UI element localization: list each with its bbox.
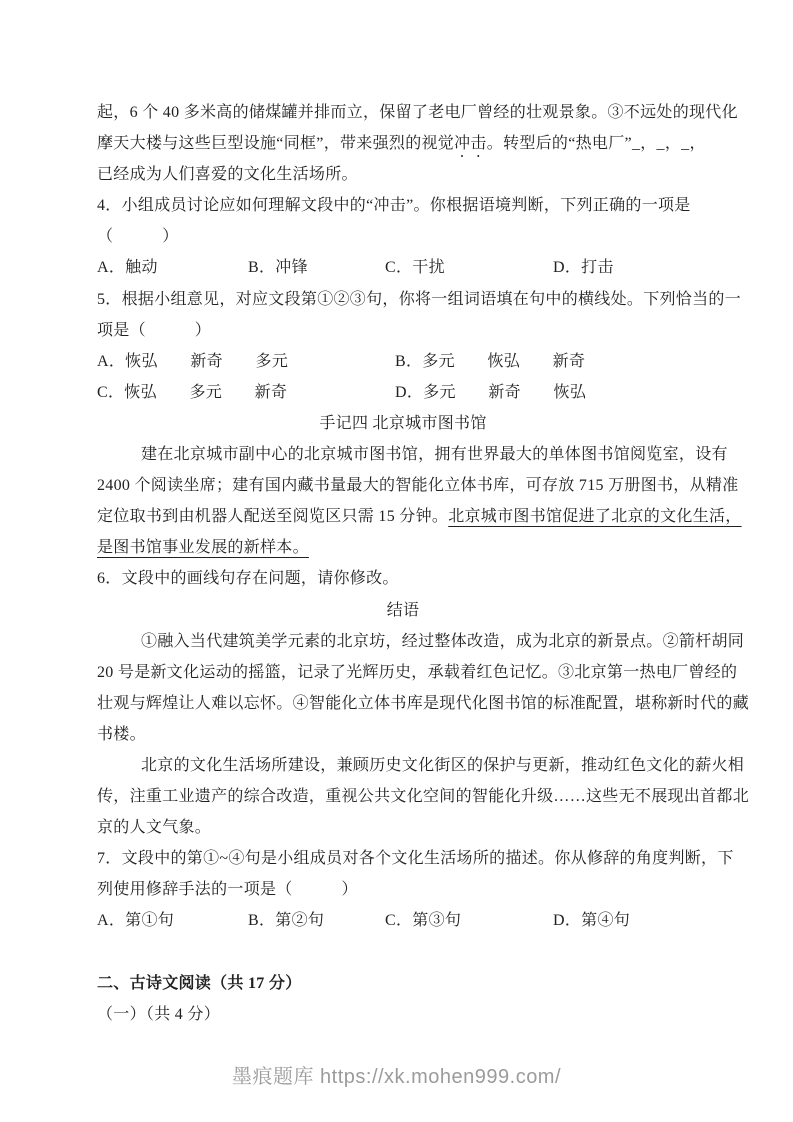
- paragraph-line: ①融入当代建筑美学元素的北京坊，经过整体改造，成为北京的新景点。②箭杆胡同: [141, 632, 745, 650]
- question-7-stem-continued: 列使用修辞手法的一项是（ ）: [97, 881, 358, 899]
- paragraph-line: [97, 128, 709, 159]
- answer-blank-parens: （ ）: [97, 228, 179, 246]
- question-6-stem: 6．文段中的画线句存在问题，请你修改。: [97, 570, 399, 588]
- paragraph-line: 北京的文化生活场所建设，兼顾历史文化街区的保护与更新，推动红色文化的薪火相: [141, 756, 745, 774]
- option-item: D．打击: [553, 259, 614, 277]
- blank-line: [97, 937, 709, 968]
- paragraph-line: [97, 501, 742, 532]
- question-4-stem: 4．小组成员讨论应如何理解文段中的“冲击”。你根据语境判断，下列正确的一项是: [97, 197, 691, 215]
- question-5-options-row1: [97, 346, 709, 377]
- text-segment: 定位取书到由机器人配送至阅览区只需 15 分钟。: [97, 508, 449, 526]
- text-segment: 摩天大楼与这些巨型设施“同框”，带来强烈的视觉: [97, 135, 455, 153]
- emphasized-text: 冲击: [454, 135, 487, 153]
- section-heading: 二、古诗文阅读（共 17 分）: [97, 974, 302, 992]
- question-5-stem-continued: 项是（ ）: [97, 321, 212, 339]
- text-segment: 。转型后的“热电厂”: [486, 135, 632, 153]
- paragraph-line: 传，注重工业遗产的综合改造，重视公共文化空间的智能化升级……这些无不展现出首都北: [97, 788, 750, 806]
- subsection-label: （一）（共 4 分）: [97, 1005, 221, 1023]
- question-5-options-row2: [97, 377, 709, 408]
- paragraph-line: 书楼。: [97, 725, 146, 743]
- question-7-options: [97, 905, 709, 936]
- option-item: B．多元 恢弘 新奇: [395, 352, 586, 370]
- text-segment: _，_，_，: [631, 135, 706, 153]
- option-item: A．触动: [97, 259, 158, 277]
- option-item: A．第①句: [97, 912, 175, 930]
- option-item: A．恢弘 新奇 多元: [97, 352, 289, 370]
- paragraph-line: [97, 532, 709, 563]
- paragraph-line: 京的人文气象。: [97, 819, 212, 837]
- underlined-text: 是图书馆事业发展的新样本。: [97, 539, 309, 557]
- footer-watermark: 墨痕题库 https://xk.mohen999.com/: [231, 1066, 562, 1088]
- paragraph-line: 20 号是新文化运动的摇篮，记录了光辉历史，承载着红色记忆。③北京第一热电厂曾经的: [97, 663, 738, 681]
- option-item: C．干扰: [385, 259, 445, 277]
- option-item: C．第③句: [385, 912, 462, 930]
- subsection-title: 结语: [386, 601, 420, 619]
- paragraph-line: 起，6 个 40 多米高的储煤罐并排而立，保留了老电厂曾经的壮观景象。③不远处的现代化: [97, 104, 738, 121]
- paragraph-line: 壮观与辉煌让人难以忘怀。④智能化立体书库是现代化图书馆的标准配置，堪称新时代的藏: [97, 694, 750, 712]
- paragraph-line: 已经成为人们喜爱的文化生活场所。: [97, 166, 358, 184]
- question-4-options: [97, 252, 709, 283]
- question-7-stem: 7．文段中的第①~④句是小组成员对各个文化生活场所的描述。你从修辞的角度判断，下: [97, 850, 734, 868]
- document-body: [97, 97, 750, 1030]
- option-item: B．第②句: [248, 912, 325, 930]
- underlined-text: 北京城市图书馆促进了北京的文化生活，: [448, 508, 742, 526]
- subsection-title: 手记四 北京城市图书馆: [319, 414, 487, 432]
- option-item: D．多元 新奇 恢弘: [395, 383, 587, 401]
- option-item: C．恢弘 多元 新奇: [97, 383, 288, 401]
- option-item: B．冲锋: [248, 259, 308, 277]
- option-item: D．第④句: [553, 912, 631, 930]
- paragraph-line: 2400 个阅读坐席；建有国内藏书量最大的智能化立体书库，可存放 715 万册图书，从精准: [97, 477, 739, 495]
- paragraph-line: 建在北京城市副中心的北京城市图书馆，拥有世界最大的单体图书馆阅览室，设有: [141, 446, 728, 464]
- question-5-stem: 5．根据小组意见，对应文段第①②③句，你将一组词语填在句中的横线处。下列恰当的一: [97, 290, 742, 308]
